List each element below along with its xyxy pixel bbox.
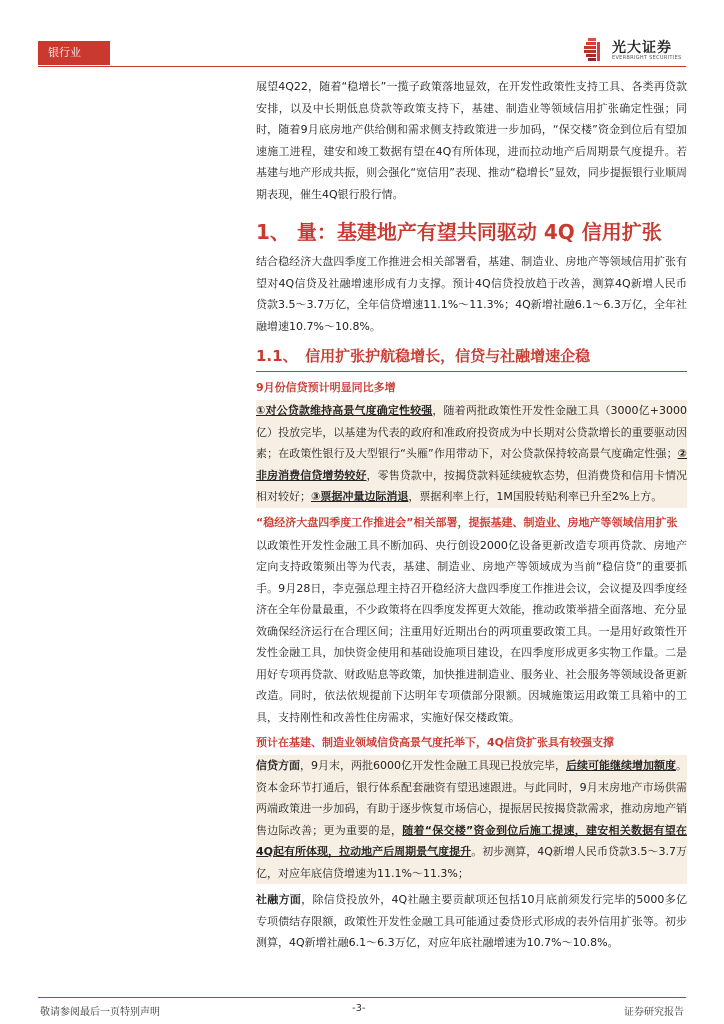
page-number: -3- xyxy=(352,1003,366,1014)
credit-emphasis-1: 后续可能继续增加额度 xyxy=(566,759,676,772)
section-1-heading: 1、 量：基建地产有望共同驱动 4Q 信用扩张 xyxy=(256,220,662,244)
section-tag: 银行业 xyxy=(38,41,110,65)
footer-divider xyxy=(38,997,686,998)
intro-paragraph: 展望4Q22，随着“稳增长”一揽子政策落地显效，在开发性政策性支持工具、各类再贷款安排，以及中长期低息贷款等政策支持下，基建、制造业等领域信用扩张确定性强；同时，随着9月底房地产供给侧和需求侧支持政策进一步加码，“保交楼”资金到位后有望加速施工进程，建安和竣工数据有望在4Q有所体现，进而拉动地产后周期景气度提升。若基建与地产形成共振，则会强化“宽信用”表现、推动“稳增长”显效，同步提振银行业顺周期表现，催生4Q银行股行情。 xyxy=(256,80,687,201)
social-financing-lead: 社融方面 xyxy=(256,893,302,906)
bill-financing-text: ，票据利率上行，1M国股转贴利率已升至2%上方。 xyxy=(408,490,663,503)
logo-mark-icon xyxy=(584,38,608,64)
corporate-loan-lead: ①对公贷款维持高景气度确定性较强 xyxy=(256,404,433,417)
bill-financing-lead: ③票据冲量边际消退 xyxy=(311,490,409,503)
report-content xyxy=(256,76,687,959)
footer-disclaimer-link[interactable]: 敬请参阅最后一页特别声明 xyxy=(40,1007,160,1018)
credit-emphasis-2: 随着“保交楼”资金到位后施工提速，建安相关数据有望在4Q起有所体现，拉动地产后周期景气度提升 xyxy=(256,823,687,858)
logo-name: 光大证券 xyxy=(612,40,672,56)
credit-lead: 信贷方面 xyxy=(256,759,300,772)
subheading-credit-growth: 9月份信贷预计明显同比多增 xyxy=(256,381,396,394)
section-1-1-heading: 1.1、 信用扩张护航稳增长，信贷与社融增速企稳 xyxy=(256,347,591,365)
footer-report-type: 证券研究报告 xyxy=(624,1007,684,1018)
brand-logo xyxy=(584,36,694,64)
social-financing-text: ，除信贷投放外，4Q社融主要贡献项还包括10月底前须发行完毕的5000多亿专项债结存限额，政策性开发性金融工具可能通过委贷形式形成的表外信用扩张等。初步测算，4Q新增社融6.1～6.3万亿，对应年底社融增速为10.7%～10.8%。 xyxy=(256,893,687,949)
header-divider xyxy=(38,66,686,67)
credit-text-2: 。资本金环节打通后，银行体系配套融资有望迅速跟进。与此同时，9月末房地产市场供需两端政策进一步加码，有助于逐步恢复市场信心，提振居民按揭贷款需求，推动房地产销售边际改善；更为重要的是， xyxy=(256,759,687,837)
logo-subtitle: EVERBRIGHT SECURITIES xyxy=(612,55,682,61)
corporate-loan-text: ，随着两批政策性开发性金融工具（3000亿+3000亿）投放完毕，以基建为代表的政府和准政府投资成为中长期对公贷款增长的重要驱动因素；在政策性银行及大型银行“头雁”作用带动下，对公贷款保持较高景气度确定性强； xyxy=(256,404,687,460)
social-financing-paragraph xyxy=(256,889,687,954)
consumer-credit-text: ，零售贷款中，按揭贷款料延续疲软态势，但消费贷和信用卡情况相对较好； xyxy=(256,468,688,503)
consumer-credit-lead: ②非房消费信贷增势较好 xyxy=(256,447,687,482)
credit-text-3: 。初步测算，4Q新增人民币贷款3.5～3.7万亿，对应年底信贷增速为11.1%～11.3%； xyxy=(256,845,687,880)
section-1-1-divider xyxy=(256,371,687,372)
credit-drivers-paragraph xyxy=(256,400,687,508)
credit-outlook-paragraph xyxy=(256,755,687,884)
subheading-q4-outlook: 预计在基建、制造业领域信贷高景气度托举下，4Q信贷扩张具有较强支撑 xyxy=(256,736,615,749)
q4-meeting-paragraph: 以政策性开发性金融工具不断加码、央行创设2000亿设备更新改造专项再贷款、房地产定向支持政策频出等为代表，基建、制造业、房地产等领域成为当前“稳信贷”的重要抓手。9月28日，李克强总理主持召开稳经济大盘四季度工作推进会议，会议提及四季度经济在全年份量最重，不少政策将在四季度发挥更大效能，推动政策举措全面落地、充分显效确保经济运行在合理区间；注重用好近期出台的两项重要政策工具。一是用好政策性开发性金融工具，加快资金使用和基础设施项目建设，在四季度形成更多实物工作量。二是用好专项再贷款、财政贴息等政策，加快推进制造业、服务业、社会服务等领域设备更新改造。同时，依法依规提前下达明年专项债部分限额。因城施策运用政策工具箱中的工具，支持刚性和改善性住房需求，实施好保交楼政策。 xyxy=(256,538,687,724)
subheading-q4-meeting: “稳经济大盘四季度工作推进会”相关部署，提振基建、制造业、房地产等领域信用扩张 xyxy=(256,515,678,529)
section-1-body: 结合稳经济大盘四季度工作推进会相关部署看，基建、制造业、房地产等领域信用扩张有望对4Q信贷及社融增速形成有力支撑。预计4Q信贷投放趋于改善，测算4Q新增人民币贷款3.5～3.7万亿，全年信贷增速11.1%～11.3%；4Q新增社融6.1～6.3万亿，全年社融增速10.7%～10.8%。 xyxy=(256,255,687,333)
credit-text-1: ，9月末，两批6000亿开发性金融工具现已投放完毕， xyxy=(300,759,566,772)
